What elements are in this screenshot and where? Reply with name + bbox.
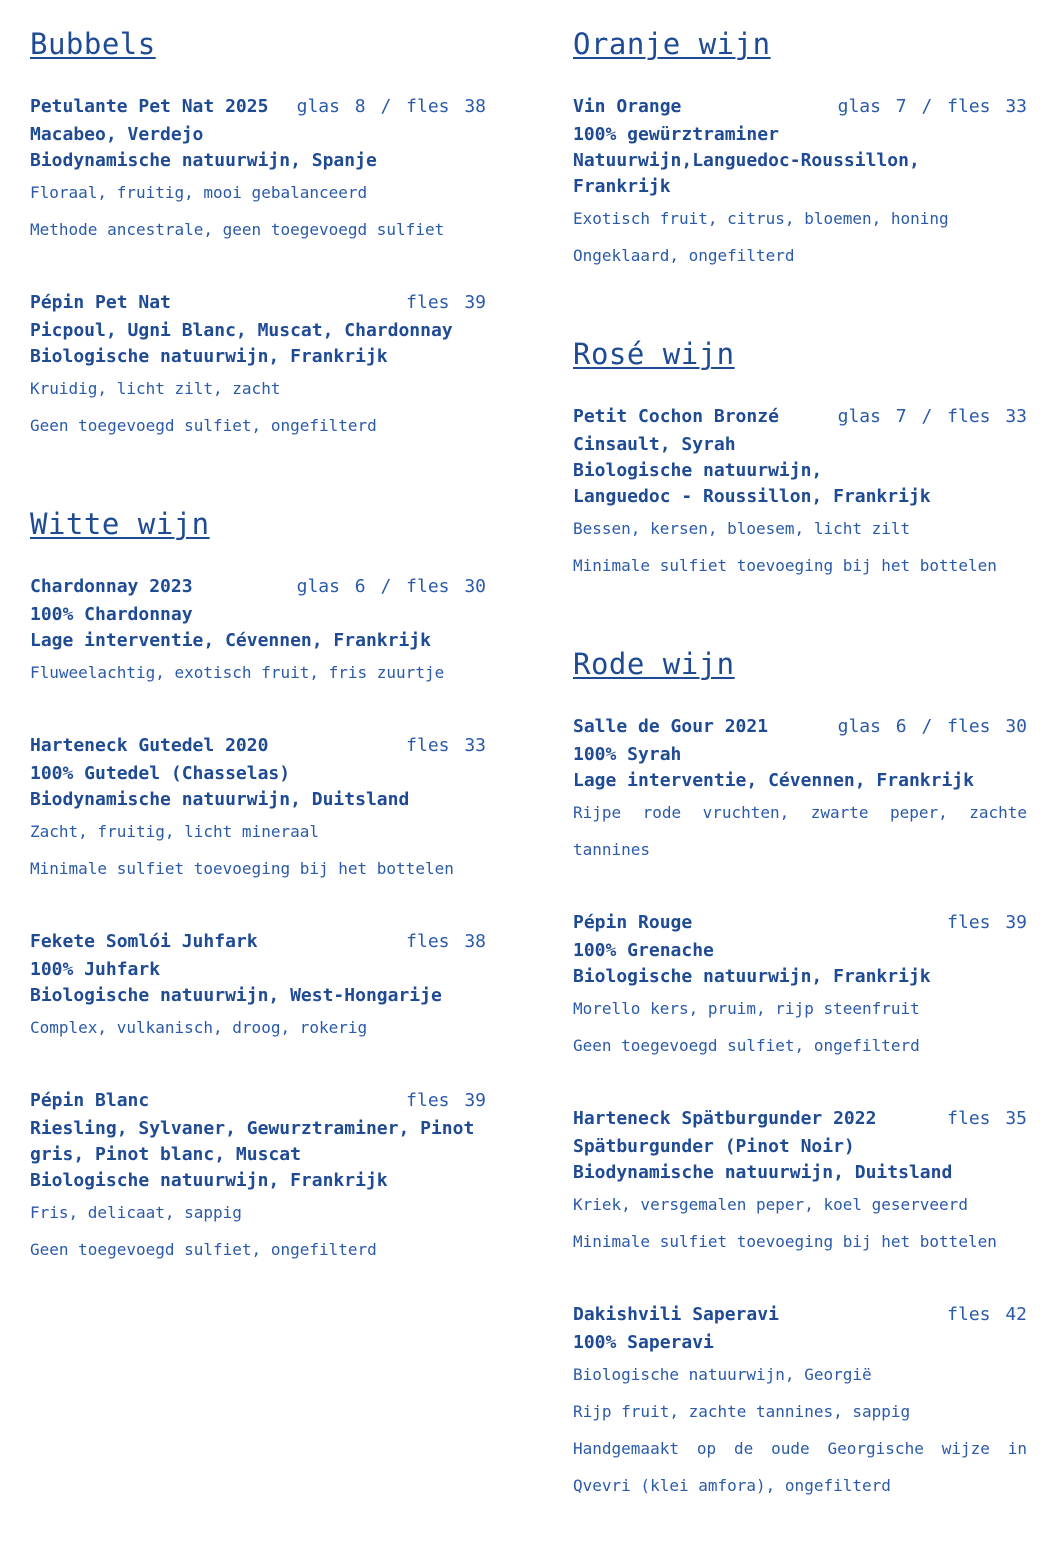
wine-detail: 100% Gutedel (Chasselas) [30, 763, 291, 784]
wine-header [573, 1300, 1027, 1330]
section-title: Rode wijn [573, 647, 735, 681]
wine-name: Chardonnay 2023 [30, 576, 193, 597]
wine-detail: Biodynamische natuurwijn, Duitsland [573, 1162, 953, 1183]
menu-section-bubbels [30, 26, 486, 444]
wine-price: glas 6 / fles 30 [296, 576, 486, 597]
wine-detail: 100% Chardonnay [30, 604, 193, 625]
section-title: Witte wijn [30, 507, 210, 541]
wine-detail: Natuurwijn,Languedoc-Roussillon, Frankrijk [573, 150, 920, 197]
wine-name: Petulante Pet Nat 2025 [30, 96, 269, 117]
wine-item [30, 731, 486, 887]
right-column [573, 26, 1027, 1566]
wine-item [30, 1086, 486, 1268]
wine-name: Dakishvili Saperavi [573, 1304, 779, 1325]
menu-section-witte-wijn [30, 506, 486, 1268]
menu-section-rode-wijn [573, 646, 1027, 1504]
wine-name: Fekete Somlói Juhfark [30, 931, 258, 952]
wine-detail: 100% Syrah [573, 744, 682, 765]
wine-note: Fluweelachtig, exotisch fruit, fris zuurtje [30, 663, 445, 682]
wine-note: Minimale sulfiet toevoeging bij het bottelen [573, 1232, 997, 1251]
section-title: Bubbels [30, 27, 156, 61]
wine-note: Fris, delicaat, sappig [30, 1203, 242, 1222]
wine-header [573, 92, 1027, 122]
wine-detail: Lage interventie, Cévennen, Frankrijk [573, 770, 974, 791]
wine-item [573, 712, 1027, 868]
wine-item [573, 402, 1027, 584]
wine-detail: Biodynamische natuurwijn, Spanje [30, 150, 377, 171]
wine-note: Kriek, versgemalen peper, koel geserveerd [573, 1195, 968, 1214]
wine-detail: 100% Saperavi [573, 1332, 714, 1353]
wine-detail: Spätburgunder (Pinot Noir) [573, 1136, 855, 1157]
wine-header [30, 1086, 486, 1116]
wine-name: Pépin Blanc [30, 1090, 150, 1111]
wine-header [30, 572, 486, 602]
wine-item [573, 908, 1027, 1064]
wine-name: Petit Cochon Bronzé [573, 406, 779, 427]
section-title: Oranje wijn [573, 27, 771, 61]
wine-note: Ongeklaard, ongefilterd [573, 246, 795, 265]
left-column [30, 26, 486, 1330]
wine-price: fles 38 [406, 931, 486, 952]
wine-note: Kruidig, licht zilt, zacht [30, 379, 281, 398]
wine-note: Exotisch fruit, citrus, bloemen, honing [573, 209, 949, 228]
wine-note: Biologische natuurwijn, Georgië [573, 1365, 872, 1384]
wine-detail: Biodynamische natuurwijn, Duitsland [30, 789, 410, 810]
wine-price: fles 42 [947, 1304, 1027, 1325]
wine-price: glas 8 / fles 38 [296, 96, 486, 117]
wine-name: Harteneck Gutedel 2020 [30, 735, 269, 756]
wine-price: glas 6 / fles 30 [837, 716, 1027, 737]
wine-note: Methode ancestrale, geen toegevoegd sulfiet [30, 220, 445, 239]
wine-header [573, 908, 1027, 938]
wine-note: Floraal, fruitig, mooi gebalanceerd [30, 183, 368, 202]
wine-header [30, 731, 486, 761]
wine-item [30, 92, 486, 248]
wine-note: Geen toegevoegd sulfiet, ongefilterd [573, 1036, 920, 1055]
wine-detail: Macabeo, Verdejo [30, 124, 204, 145]
wine-note: Minimale sulfiet toevoeging bij het bottelen [573, 556, 997, 575]
wine-detail: Picpoul, Ugni Blanc, Muscat, Chardonnay [30, 320, 453, 341]
wine-detail: Biologische natuurwijn, Frankrijk [573, 966, 931, 987]
wine-price: fles 33 [406, 735, 486, 756]
wine-item [573, 92, 1027, 274]
wine-note: Handgemaakt op de oude Georgische wijze in Qvevri (klei amfora), ongefilterd [573, 1439, 1027, 1495]
menu-section-oranje-wijn [573, 26, 1027, 274]
wine-note: Complex, vulkanisch, droog, rokerig [30, 1018, 368, 1037]
wine-note: Morello kers, pruim, rijp steenfruit [573, 999, 920, 1018]
wine-price: glas 7 / fles 33 [837, 406, 1027, 427]
wine-detail: Languedoc - Roussillon, Frankrijk [573, 486, 931, 507]
wine-price: fles 39 [406, 292, 486, 313]
wine-name: Salle de Gour 2021 [573, 716, 769, 737]
wine-detail: Lage interventie, Cévennen, Frankrijk [30, 630, 431, 651]
wine-item [30, 572, 486, 691]
wine-note: Zacht, fruitig, licht mineraal [30, 822, 319, 841]
wine-price: fles 39 [406, 1090, 486, 1111]
menu-section-rose-wijn [573, 336, 1027, 584]
wine-detail: 100% Juhfark [30, 959, 161, 980]
wine-name: Pépin Rouge [573, 912, 693, 933]
wine-detail: Biologische natuurwijn, [573, 460, 823, 481]
wine-note: Geen toegevoegd sulfiet, ongefilterd [30, 416, 377, 435]
wine-item [30, 927, 486, 1046]
section-title: Rosé wijn [573, 337, 735, 371]
wine-detail: 100% gewürztraminer [573, 124, 779, 145]
wine-header [573, 712, 1027, 742]
wine-header [30, 288, 486, 318]
wine-detail: 100% Grenache [573, 940, 714, 961]
wine-note: Bessen, kersen, bloesem, licht zilt [573, 519, 911, 538]
wine-header [30, 927, 486, 957]
wine-item [573, 1104, 1027, 1260]
wine-header [573, 402, 1027, 432]
wine-name: Vin Orange [573, 96, 682, 117]
wine-name: Pépin Pet Nat [30, 292, 171, 313]
wine-detail: Biologische natuurwijn, West-Hongarije [30, 985, 442, 1006]
wine-detail: Biologische natuurwijn, Frankrijk [30, 346, 388, 367]
wine-item [30, 288, 486, 444]
wine-price: glas 7 / fles 33 [837, 96, 1027, 117]
wine-note: Rijpe rode vruchten, zwarte peper, zachte tannines [573, 803, 1027, 859]
wine-detail: Biologische natuurwijn, Frankrijk [30, 1170, 388, 1191]
wine-item [573, 1300, 1027, 1504]
wine-price: fles 35 [947, 1108, 1027, 1129]
wine-header [573, 1104, 1027, 1134]
wine-price: fles 39 [947, 912, 1027, 933]
wine-note: Rijp fruit, zachte tannines, sappig [573, 1402, 911, 1421]
wine-detail: Riesling, Sylvaner, Gewurztraminer, Pinot gris, Pinot blanc, Muscat [30, 1118, 475, 1165]
wine-note: Minimale sulfiet toevoeging bij het bottelen [30, 859, 454, 878]
wine-detail: Cinsault, Syrah [573, 434, 736, 455]
wine-note: Geen toegevoegd sulfiet, ongefilterd [30, 1240, 377, 1259]
wine-name: Harteneck Spätburgunder 2022 [573, 1108, 877, 1129]
wine-header [30, 92, 486, 122]
